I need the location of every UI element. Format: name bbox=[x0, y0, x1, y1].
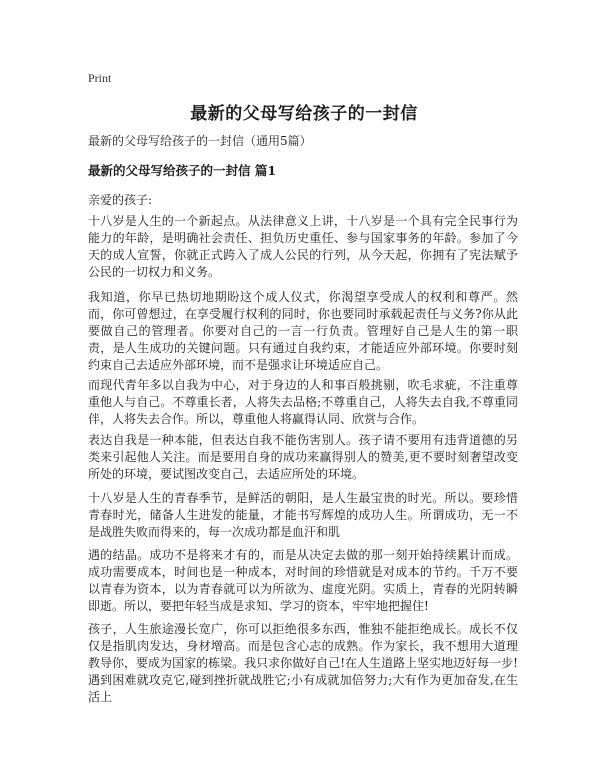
document-subtitle: 最新的父母写给孩子的一封信（通用5篇） bbox=[88, 134, 312, 148]
paragraph: 十八岁是人生的一个新起点。从法律意义上讲，十八岁是一个具有完全民事行为能力的年龄，是明确社会责任、担负历史重任、参与国家事务的年龄。参加了今天的成人宣誓，你就正式跨入了成人公民的行列，从今天起，你拥有了宪法赋予公民的一切权力和义务。 bbox=[88, 214, 518, 279]
paragraph: 十八岁是人生的青春季节，是鲜活的朝阳，是人生最宝贵的时光。所以。要珍惜青春时光，储备人生进发的能量，才能书写辉煌的成功人生。所谓成功，无一不是战胜失败而得来的，每一次成功都是血汗和肌 bbox=[88, 491, 518, 539]
paragraph: 孩子，人生旅途漫长宽广，你可以拒绝很多东西，惟独不能拒绝成长。成长不仅仅是指肌肉发达，身材增高。而是包含心志的成熟。作为家长，我不想用大道理教导你，要成为国家的栋梁。我只求你做好自己!在人生道路上坚实地迈好每一步!遇到困难就攻克它,碰到挫折就战胜它;小有成就加倍努力;大有作为更加奋发,在生活上 bbox=[88, 622, 518, 704]
letter-greeting: 亲爱的孩子: bbox=[88, 193, 153, 207]
paragraph: 我知道，你早已热切地期盼这个成人仪式，你渴望享受成人的权利和尊严。然而，你可曾想过，在享受履行权利的同时，你也要同时承载起责任与义务?你从此要做自己的管理者。你要对自己的一言一行负责。管理好自己是人生的第一职责，是人生成功的关键问题。只有通过自我约束，才能适应外部环境。你要时刻约束自己去适应外部环境，而不是强求让环境适应自己。 bbox=[88, 290, 518, 372]
paragraph: 表达自我是一种本能，但表达自我不能伤害别人。孩子请不要用有违背道德的另类来引起他人关注。而是要用自身的成功来赢得别人的赞美,更不要时刻奢望改变所处的环境，要试图改变自己，去适应所处的环境。 bbox=[88, 433, 518, 481]
print-label[interactable]: Print bbox=[88, 71, 112, 85]
paragraph: 而现代青年多以自我为中心，对于身边的人和事百般挑剔，吹毛求疵，不注重尊重他人与自己。不尊重长者，人将失去品格;不尊重自己，人将失去自我,不尊重同伴，人将失去合作。所以，尊重他人将赢得认同、欣赏与合作。 bbox=[88, 378, 518, 426]
page-title: 最新的父母写给孩子的一封信 bbox=[190, 104, 418, 124]
paragraph: 遇的结晶。成功不是将来才有的，而是从决定去做的那一刻开始持续累计而成。成功需要成本，时间也是一种成本，对时间的珍惜就是对成本的节约。千万不要以青春为资本，以为青春就可以为所欲为、虚度光阴。实质上，青春的光阴转瞬即逝。所以，要把年轻当成是求知、学习的资本，牢牢地把握住! bbox=[88, 548, 518, 613]
section-heading: 最新的父母写给孩子的一封信 篇1 bbox=[88, 163, 277, 178]
